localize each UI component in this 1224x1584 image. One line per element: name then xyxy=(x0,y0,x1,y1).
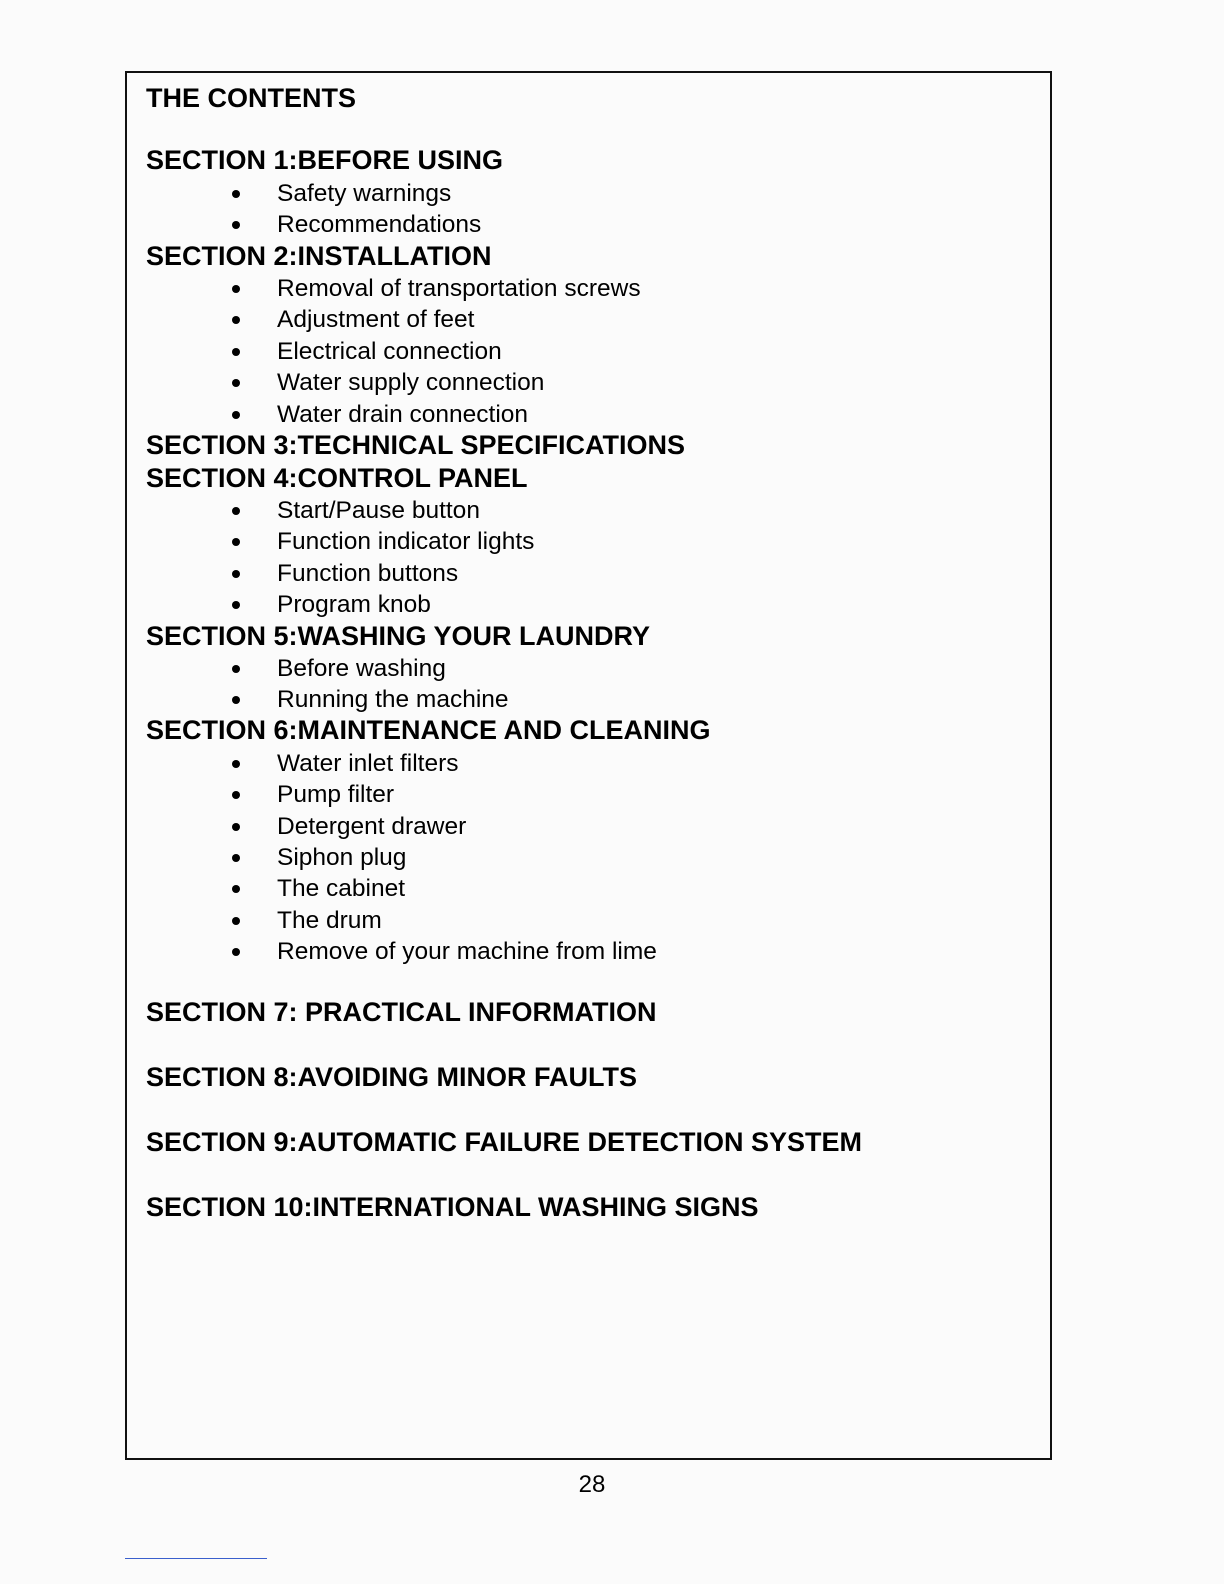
section-heading-6: SECTION 6:MAINTENANCE AND CLEANING xyxy=(146,715,711,745)
bullet-icon xyxy=(232,507,240,515)
section-heading-9: SECTION 9:AUTOMATIC FAILURE DETECTION SYSTEM xyxy=(146,1127,863,1157)
list-item: Remove of your machine from lime xyxy=(277,938,657,965)
section-heading-7: SECTION 7: PRACTICAL INFORMATION xyxy=(146,997,657,1027)
list-item: Start/Pause button xyxy=(277,497,480,524)
section-heading-4: SECTION 4:CONTROL PANEL xyxy=(146,463,528,493)
list-item: Adjustment of feet xyxy=(277,306,475,333)
list-item: Function buttons xyxy=(277,560,459,587)
section-heading-1: SECTION 1:BEFORE USING xyxy=(146,145,504,175)
bullet-icon xyxy=(232,885,240,893)
section-heading-8: SECTION 8:AVOIDING MINOR FAULTS xyxy=(146,1062,638,1092)
list-item: Detergent drawer xyxy=(277,813,467,840)
list-item: Siphon plug xyxy=(277,844,407,871)
bullet-icon xyxy=(232,570,240,578)
bullet-icon xyxy=(232,411,240,419)
list-item: Safety warnings xyxy=(277,180,452,207)
bullet-icon xyxy=(232,854,240,862)
list-item: Removal of transportation screws xyxy=(277,275,641,302)
page-title: THE CONTENTS xyxy=(146,83,357,113)
bullet-icon xyxy=(232,348,240,356)
bullet-icon xyxy=(232,285,240,293)
list-item: Function indicator lights xyxy=(277,528,535,555)
list-item: Electrical connection xyxy=(277,338,502,365)
list-item: Running the machine xyxy=(277,686,509,713)
bullet-icon xyxy=(232,601,240,609)
section-heading-5: SECTION 5:WASHING YOUR LAUNDRY xyxy=(146,621,651,651)
section-heading-3: SECTION 3:TECHNICAL SPECIFICATIONS xyxy=(146,430,686,460)
bullet-icon xyxy=(232,190,240,198)
list-item: The drum xyxy=(277,907,382,934)
section-heading-10: SECTION 10:INTERNATIONAL WASHING SIGNS xyxy=(146,1192,759,1222)
list-item: Recommendations xyxy=(277,211,482,238)
bullet-icon xyxy=(232,948,240,956)
bullet-icon xyxy=(232,696,240,704)
bullet-icon xyxy=(232,791,240,799)
list-item: Water drain connection xyxy=(277,401,529,428)
bullet-icon xyxy=(232,538,240,546)
bullet-icon xyxy=(232,760,240,768)
page-number: 28 xyxy=(578,1471,606,1498)
bullet-icon xyxy=(232,379,240,387)
bullet-icon xyxy=(232,665,240,673)
list-item: Pump filter xyxy=(277,781,395,808)
footnote-divider xyxy=(125,1558,267,1559)
list-item: Before washing xyxy=(277,655,446,682)
list-item: The cabinet xyxy=(277,875,406,902)
section-heading-2: SECTION 2:INSTALLATION xyxy=(146,241,492,271)
list-item: Water inlet filters xyxy=(277,750,459,777)
bullet-icon xyxy=(232,823,240,831)
bullet-icon xyxy=(232,917,240,925)
list-item: Program knob xyxy=(277,591,431,618)
bullet-icon xyxy=(232,316,240,324)
list-item: Water supply connection xyxy=(277,369,545,396)
bullet-icon xyxy=(232,221,240,229)
